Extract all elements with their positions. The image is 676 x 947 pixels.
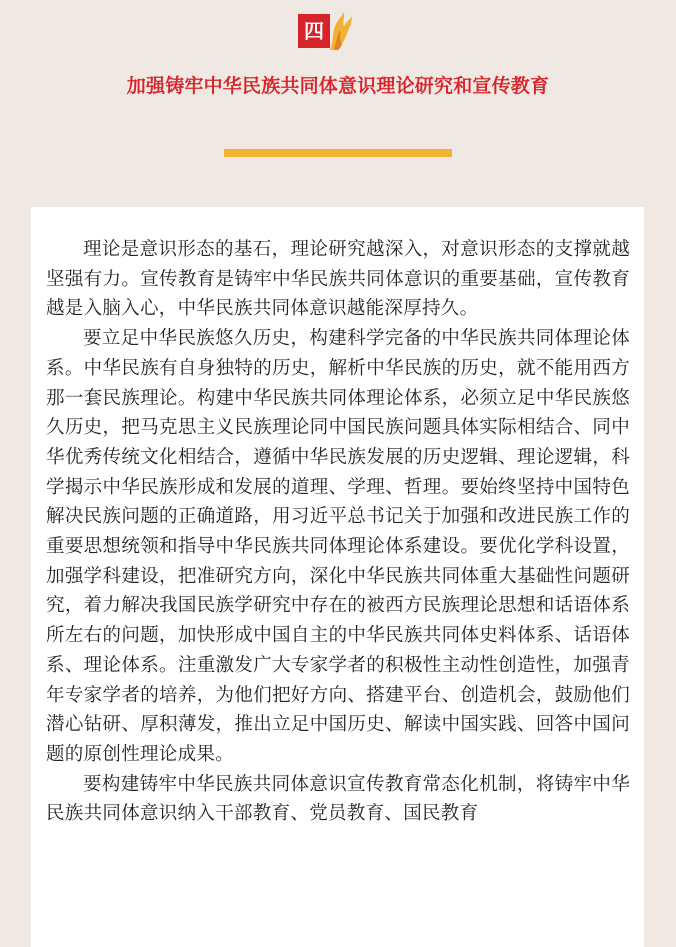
paragraph: 理论是意识形态的基石，理论研究越深入，对意识形态的支撑就越坚强有力。宣传教育是铸牢中华民族共同体意识的重要基础，宣传教育越是入脑入心，中华民族共同体意识越能深厚持久。 — [46, 239, 630, 320]
article-body — [46, 235, 630, 829]
section-number-badge — [298, 10, 356, 52]
paragraph: 要构建铸牢中华民族共同体意识宣传教育常态化机制，将铸牢中华民族共同体意识纳入干部教育、党员教育、国民教育 — [46, 773, 630, 825]
section-number-label: 四 — [298, 14, 330, 48]
title-divider — [224, 149, 452, 157]
flame-ribbon-icon — [326, 10, 354, 52]
section-title: 加强铸牢中华民族共同体意识理论研究和宣传教育 — [126, 75, 550, 97]
paragraph: 要立足中华民族悠久历史，构建科学完备的中华民族共同体理论体系。中华民族有自身独特的历史，解析中华民族的历史，就不能用西方那一套民族理论。构建中华民族共同体理论体系，必须立足中华民族悠久历史，把马克思主义民族理论同中国民族问题具体实际相结合、同中华优秀传统文化相结合，遵循中华民族发展的历史逻辑、理论逻辑，科学揭示中华民族形成和发展的道理、学理、哲理。要始终坚持中国特色解决民族问题的正确道路，用习近平总书记关于加强和改进民族工作的重要思想统领和指导中华民族共同体理论体系建设。要优化学科设置，加强学科建设，把准研究方向，深化中华民族共同体重大基础性问题研究，着力解决我国民族学研究中存在的被西方民族理论思想和话语体系所左右的问题，加快形成中国自主的中华民族共同体史料体系、话语体系、理论体系。注重激发广大专家学者的积极性主动性创造性，加强青年专家学者的培养，为他们把好方向、搭建平台、创造机会，鼓励他们潜心钻研、厚积薄发，推出立足中国历史、解读中国实践、回答中国问题的原创性理论成果。 — [46, 328, 630, 765]
